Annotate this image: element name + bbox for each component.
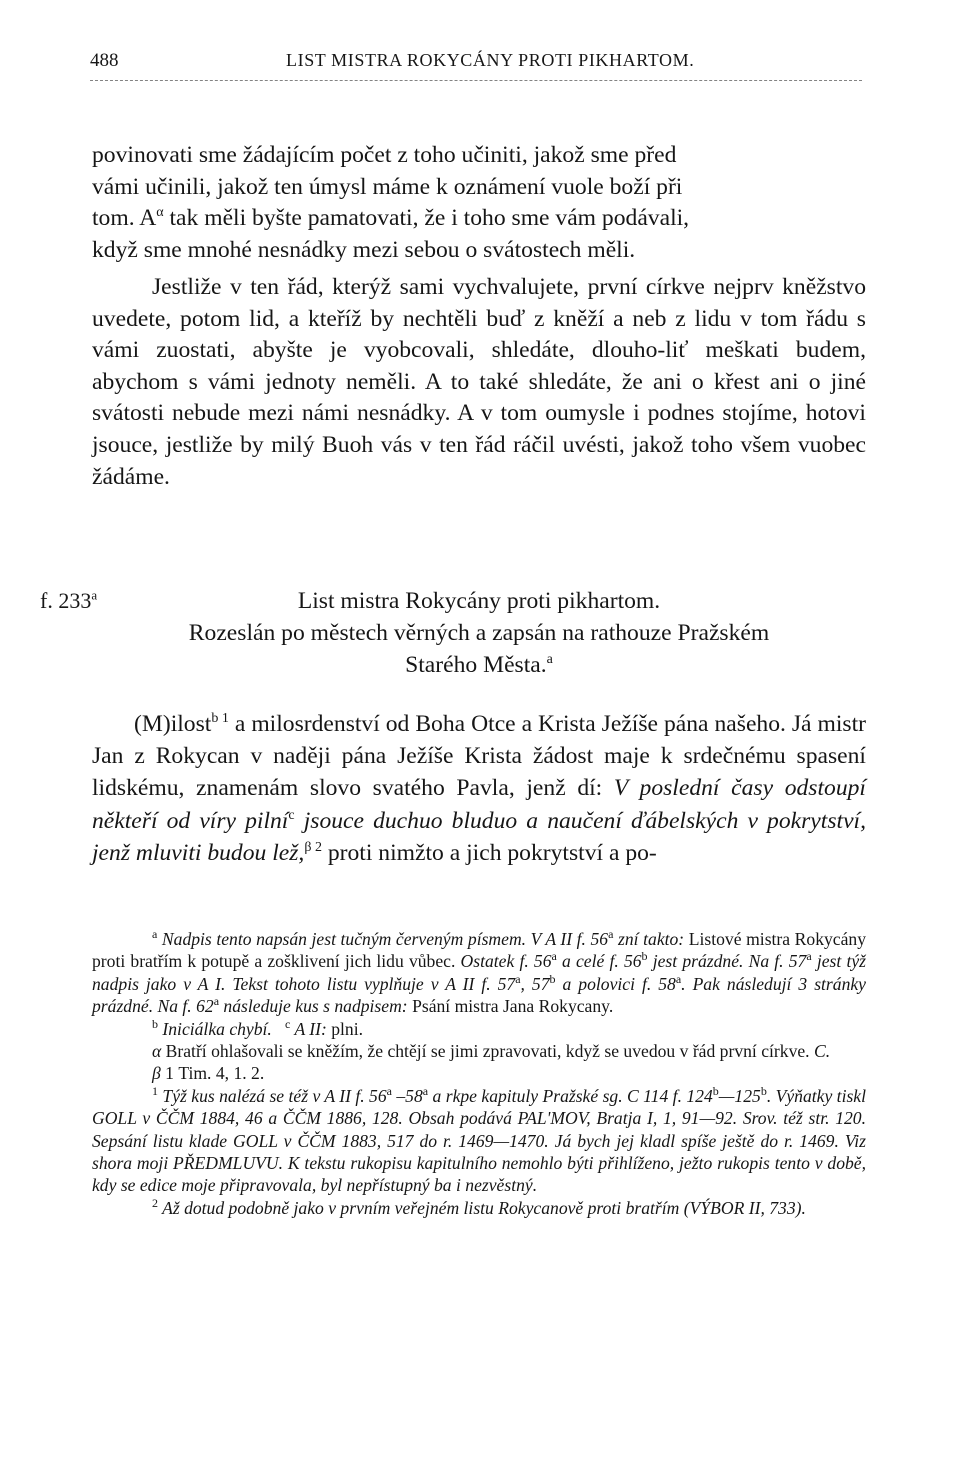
letter-subtitle: Rozeslán po městech věrných a zapsán na rathouze Pražském: [188, 620, 770, 646]
paragraph-main: [92, 272, 866, 493]
paragraph-continuation: [92, 140, 866, 266]
biblical-quote: jsouce duchuo bluduo a naučení ďábelských v pokrytství, jenž mluviti budou lež,: [92, 807, 866, 866]
footnotes: [92, 928, 866, 1219]
paragraph-text: Jestliže v ten řád, kterýž sami vychvalujete, první církve nejprv kněžstvo uvedete, potom lid, a kteříž by nechtěli buď z kněží a neb z lidu v tom řádu s vámi zuostati, abyšte je vyobcovali, shledáte, dlouho-liť meškati budem, abychom s vámi jednoty neměli. A to také shledáte, že ani o křest ani o jiné svátosti nebude mezi námi nesnádky. A v tom oumysle i podnes stojíme, hotovi jsouce, jestliže by milý Buoh vás v ten řád ráčil uvésti, jakož toho všem vuobec žádáme.: [92, 274, 866, 490]
text-line: tom. $A^\alpha$ tak měli byšte pamatovati, že i toho sme vám podávali,: [92, 205, 690, 232]
note-ref: c: [288, 807, 295, 823]
running-title: LIST MISTRA ROKYCÁNY PROTI PIKHARTOM.: [286, 50, 695, 70]
footnote-alpha: α Bratří ohlašovali se kněžím, že chtějí se jimi zpravovati, když se uvedou v řád první církve. C.: [152, 1041, 831, 1062]
letter-paragraph: (M)ilost$^{b 1}$ a milosrdenství od Boha Otce a Krista Ježíše pána našeho. Já mistr Jan z Rokycan v naději pána Ježíše Krista žádost maje k srdečnému spasení lidskému, znamenám slovo svatého Pavla, jenž dí: V poslední časy odstoupí někteří od víry pilní$^c$ jsouce duchuo bluduo a naučení ďábelských v pokrytství, jenž mluviti budou lež,$^{\beta 2}$ proti nimžto a jich pokrytství a po-: [92, 711, 867, 866]
footnote-2: $^2$ Až dotud podobně jako v prvním veřejném listu Rokycanově proti bratřím (VÝBOR II, 733).: [152, 1196, 806, 1218]
footnote-beta: β 1 Tim. 4, 1. 2.: [152, 1063, 265, 1084]
margin-folio-note: f. 233$^a$: [40, 587, 98, 613]
note-ref: β 2: [304, 839, 322, 855]
running-header: [90, 50, 870, 78]
text-line: vámi učinili, jakož ten úmysl máme k oznámení vuole boží při: [92, 173, 683, 200]
page-number: 488: [90, 50, 119, 71]
letter-subtitle-cont: Starého Města.$^a$: [405, 652, 553, 678]
footnote-1: $^1$ Týž kus nalézá se též v A II f. 56$^a$ –58$^a$ a rkpe kapituly Pražské sg. C 114 f. 124$^b$—125$^b$. Výňatky tiskl GOLL v ČČM 1884, 46 a ČČM 1886, 128. Obsah podává PAL'MOV, Bratja I, 1, 91—92. Srov. též str. 120. Sepsání listu klade GOLL v ČČM 1883, 517 do r. 1469—1470. Já bych jej kladl spíše ještě do r. 1469. Viz shora moji PŘEDMLUVU. K tekstu rukopisu kapitulního nemohlo býti přihlíženo, ježto rukopis tento v době, kdy se edice moje připravovala, byl nepřístupný ba i nezvěstný.: [92, 1083, 867, 1196]
header-rule: [90, 80, 862, 81]
footnote-b: $^b$ Iniciálka chybí. $^c$ A II: plni.: [152, 1016, 364, 1039]
biblical-quote: V poslední časy odstoupí někteří od víry pilní: [92, 775, 866, 834]
text-line: povinovati sme žádajícím počet z toho učiniti, jakož sme před: [92, 142, 677, 168]
text-line: když sme mnohé nesnádky mezi sebou o svátostech měli.: [92, 236, 636, 263]
note-ref: a: [546, 652, 553, 668]
footnote-a: $^a$ Nadpis tento napsán jest tučným červeným písmem. V A II f. 56$^a$ zní takto: Listové mistra Rokycány proti bratřím k potupě a zošklivení jich lidu vůbec. Ostatek f. 56$^a$ a celé f. 56$^b$ jest prázdné. Na f. 57$^a$ jest týž nadpis jako v A I. Tekst tohoto listu vyplňuje v A II f. 57$^a$, 57$^b$ a polovici f. 58$^a$. Pak následují 3 stránky prázdné. Na f. 62$^a$ následuje kus s nadpisem: Psání mistra Jana Rokycany.: [92, 927, 867, 1017]
letter-title: List mistra Rokycány proti pikhartom.: [297, 588, 661, 614]
note-ref: b 1: [211, 711, 229, 727]
letter-text: [92, 708, 866, 869]
note-ref: α: [156, 205, 164, 221]
